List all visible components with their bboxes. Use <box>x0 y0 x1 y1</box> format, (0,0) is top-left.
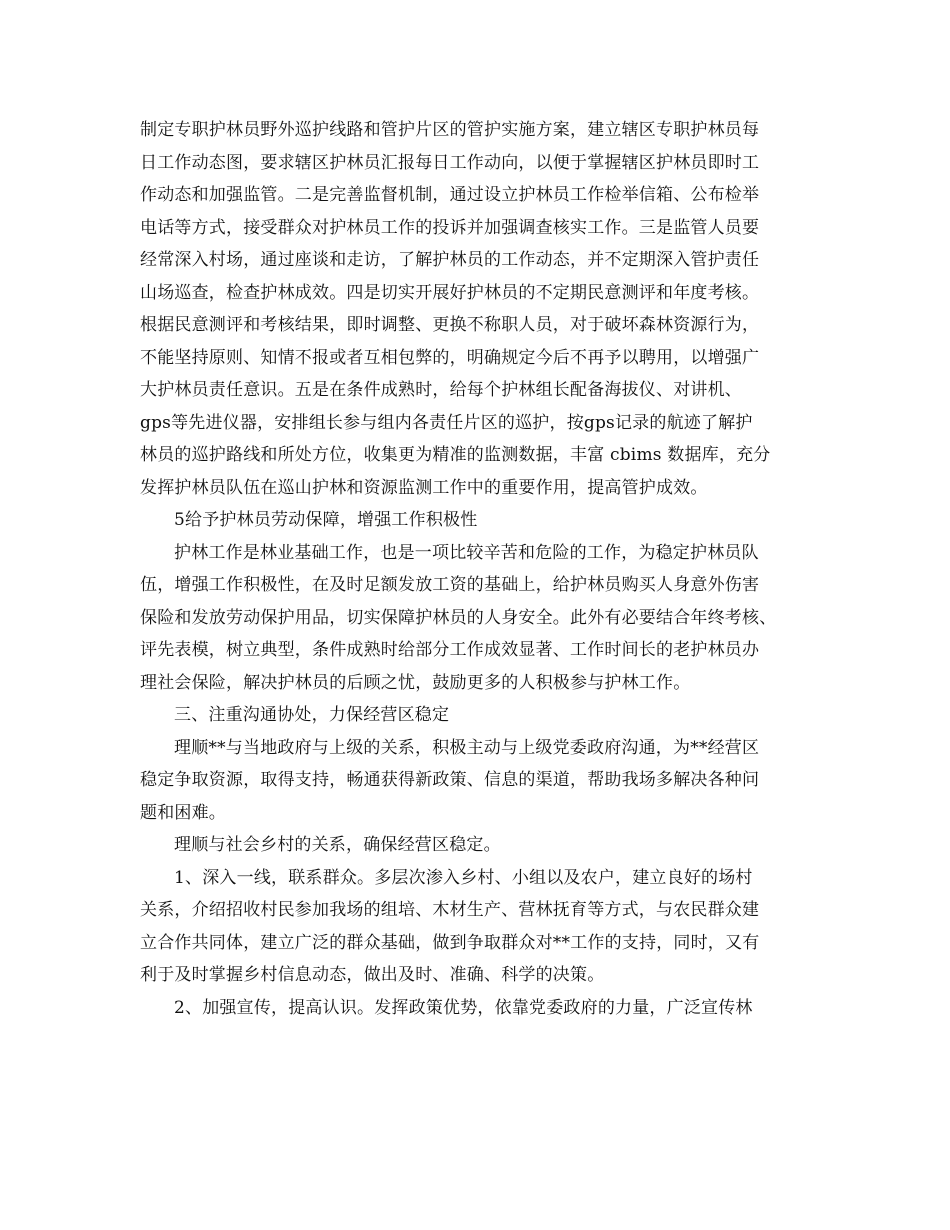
text-line: 1、深入一线，联系群众。多层次渗入乡村、小组以及农户，建立良好的场村 <box>174 867 753 888</box>
text-line: 理顺**与当地政府与上级的关系，积极主动与上级党委政府沟通，为**经营区 <box>174 737 760 758</box>
text-line: 关系，介绍招收村民参加我场的组培、木材生产、营林抚育等方式，与农民群众建 <box>140 900 760 920</box>
text-line: 5给予护林员劳动保障，增强工作积极性 <box>174 510 478 530</box>
text-line: 大护林员责任意识。五是在条件成熟时，给每个护林组长配备海拔仪、对讲机、 <box>140 380 742 400</box>
body-text <box>140 114 820 1024</box>
text-line: 立合作共同体，建立广泛的群众基础，做到争取群众对**工作的支持，同时，又有 <box>140 932 760 953</box>
text-line: 伍，增强工作积极性，在及时足额发放工资的基础上，给护林员购买人身意外伤害 <box>140 575 760 595</box>
text-line: 山场巡查，检查护林成效。四是切实开展好护林员的不定期民意测评和年度考核。 <box>140 282 760 303</box>
text-line: 经常深入村场，通过座谈和走访，了解护林员的工作动态，并不定期深入管护责任 <box>140 250 760 270</box>
text-line: gps等先进仪器，安排组长参与组内各责任片区的巡护，按gps记录的航迹了解护 <box>140 412 753 433</box>
text-line: 作动态和加强监管。二是完善监督机制，通过设立护林员工作检举信箱、公布检举 <box>140 185 760 205</box>
text-line: 利于及时掌握乡村信息动态，做出及时、准确、科学的决策。 <box>140 965 605 985</box>
text-line: 发挥护林员队伍在巡山护林和资源监测工作中的重要作用，提高管护成效。 <box>140 477 708 498</box>
text-line: 保险和发放劳动保护用品，切实保障护林员的人身安全。此外有必要结合年终考核、 <box>140 607 777 628</box>
text-line: 电话等方式，接受群众对护林员工作的投诉并加强调查核实工作。三是监管人员要 <box>140 217 760 238</box>
text-line: 制定专职护林员野外巡护线路和管护片区的管护实施方案，建立辖区专职护林员每 <box>140 120 760 140</box>
text-line: 理顺与社会乡村的关系，确保经营区稳定。 <box>174 835 501 855</box>
text-line: 题和困难。 <box>140 802 226 823</box>
text-line: 理社会保险，解决护林员的后顾之忧，鼓励更多的人积极参与护林工作。 <box>140 672 691 693</box>
text-line: 稳定争取资源，取得支持，畅通获得新政策、信息的渠道，帮助我场多解决各种问 <box>140 770 760 790</box>
text-line: 根据民意测评和考核结果，即时调整、更换不称职人员，对于破坏森林资源行为， <box>140 315 760 335</box>
text-line: 2、加强宣传，提高认识。发挥政策优势，依靠党委政府的力量，广泛宣传林 <box>174 997 753 1018</box>
text-line: 三、注重沟通协处，力保经营区稳定 <box>174 705 450 725</box>
text-line: 林员的巡护路线和所处方位，收集更为精准的监测数据，丰富 cbims 数据库，充分 <box>140 445 771 465</box>
text-line: 日工作动态图，要求辖区护林员汇报每日工作动向，以便于掌握辖区护林员即时工 <box>140 152 760 173</box>
text-line: 护林工作是林业基础工作，也是一项比较辛苦和危险的工作，为稳定护林员队 <box>174 542 759 563</box>
text-line: 评先表模，树立典型，条件成熟时给部分工作成效显著、工作时间长的老护林员办 <box>140 640 760 660</box>
text-line: 不能坚持原则、知情不报或者互相包弊的，明确规定今后不再予以聘用，以增强广 <box>140 347 760 368</box>
